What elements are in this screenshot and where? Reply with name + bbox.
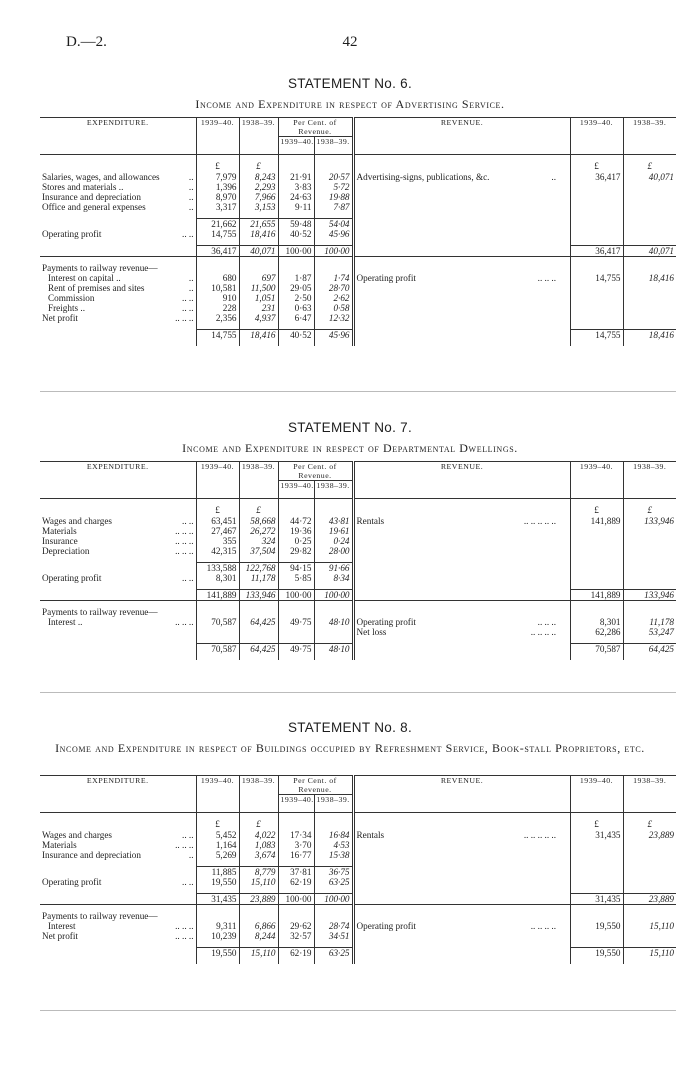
percent-1939: 49·75 [278,644,314,655]
revenue-total-1939: 36,417 [570,246,623,257]
revenue-label: Rentals .. .. .. .. .. [353,516,558,526]
revenue-1939: 36,417 [570,172,623,182]
percent-1938: 28·00 [314,546,353,556]
expenditure-row [40,931,676,941]
pound-sign: £ [196,819,239,830]
statement-title: STATEMENT No. 7. [287,420,413,435]
revenue-1938: 40,071 [623,172,676,182]
statement-8 [0,720,700,755]
expenditure-row [40,172,676,182]
revenue-1939: 141,889 [570,516,623,526]
total-row [40,246,676,257]
expenditure-header: EXPENDITURE. [40,118,196,155]
pound-sign: £ [623,505,676,516]
payments-label: Payments to railway revenue— [42,263,158,273]
percent-1939: 62·19 [278,877,314,887]
percent-1939: 44·72 [278,516,314,526]
percent-1939: 3·70 [278,840,314,850]
amount-1939: 21,662 [196,219,239,230]
col-1939: 1939–40. [196,776,239,813]
revenue-total-1938: 64,425 [623,644,676,655]
row-label: Wages and charges .. .. [42,830,194,840]
revenue-1939: 31,435 [570,830,623,840]
pound-sign: £ [239,161,278,172]
total-row [40,330,676,341]
amount-1938: 7,966 [239,192,278,202]
col-1938: 1938–39. [623,776,676,813]
percent-1939: 2·50 [278,293,314,303]
percent-1939: 94·15 [278,563,314,574]
revenue-1938: 53,247 [623,627,676,637]
amount-1939: 7,979 [196,172,239,182]
revenue-total-1939: 70,587 [570,644,623,655]
percent-1938: 48·10 [314,644,353,655]
amount-1939: 19,550 [196,948,239,959]
amount-1939: 14,755 [196,229,239,239]
amount-1938: 23,889 [239,894,278,905]
col-1938: 1938–39. [239,118,278,155]
amount-1939: 10,581 [196,283,239,293]
revenue-1938: 15,110 [623,921,676,931]
percent-1939: 16·77 [278,850,314,860]
expenditure-row [40,526,676,536]
expenditure-row [40,921,676,931]
percent-1938: 1·74 [314,273,353,283]
amount-1938: 64,425 [239,644,278,655]
amount-1939: 70,587 [196,617,239,627]
amount-1939: 680 [196,273,239,283]
percent-1939: 29·62 [278,921,314,931]
percent-1938: 43·81 [314,516,353,526]
amount-1938: 1,051 [239,293,278,303]
row-label: Materials .. .. .. [42,526,194,536]
revenue-total-1939: 19,550 [570,948,623,959]
amount-1939: 133,588 [196,563,239,574]
percent-1938: 45·96 [314,330,353,341]
revenue-1938: 18,416 [623,273,676,283]
percent-1939: 17·34 [278,830,314,840]
percent-header: Per Cent. of Revenue. [278,776,353,795]
row-label: Interest .. .. .. .. [48,617,194,627]
revenue-1939: 14,755 [570,273,623,283]
statement-table [40,461,676,660]
col-1939: 1939–40. [570,462,623,499]
payments-header-row [40,911,676,921]
amount-1938: 3,153 [239,202,278,212]
row-label: Interest on capital .. .. [48,273,194,283]
percent-1938: 19·88 [314,192,353,202]
total-row [40,644,676,655]
revenue-total-1939: 141,889 [570,590,623,601]
subtotal-row [40,867,676,878]
pound-sign: £ [239,505,278,516]
section-divider [40,391,676,392]
operating-profit-row [40,877,676,887]
section-divider [40,1010,676,1011]
amount-1938: 21,655 [239,219,278,230]
amount-1938: 8,244 [239,931,278,941]
row-label: Commission .. .. [48,293,194,303]
percent-1938: 63·25 [314,948,353,959]
row-label: Interest .. .. .. [48,921,194,931]
percent-1938: 8·34 [314,573,353,583]
percent-1938: 15·38 [314,850,353,860]
revenue-total-1938: 23,889 [623,894,676,905]
statement-table [40,775,676,964]
row-label: Net profit .. .. .. [42,313,194,323]
percent-1938: 0·24 [314,536,353,546]
amount-1939: 11,885 [196,867,239,878]
percent-1938: 36·75 [314,867,353,878]
amount-1939: 63,451 [196,516,239,526]
page-header [0,34,700,54]
percent-1939: 49·75 [278,617,314,627]
row-label: Salaries, wages, and allowances .. [42,172,194,182]
percent-1938: 12·32 [314,313,353,323]
amount-1939: 2,356 [196,313,239,323]
row-label: Wages and charges .. .. [42,516,194,526]
percent-1939: 9·11 [278,202,314,212]
pound-sign: £ [196,161,239,172]
amount-1938: 2,293 [239,182,278,192]
row-label: Rent of premises and sites .. [48,283,194,293]
revenue-header: REVENUE. [353,118,570,155]
statement-6 [0,76,700,111]
expenditure-row [40,182,676,192]
amount-1938: 18,416 [239,229,278,239]
percent-1939: 29·82 [278,546,314,556]
percent-1939: 100·00 [278,894,314,905]
expenditure-header: EXPENDITURE. [40,776,196,813]
pound-sign: £ [570,819,623,830]
pound-sign: £ [239,819,278,830]
percent-1938: 5·72 [314,182,353,192]
statement-table [40,117,676,346]
percent-1938: 16·84 [314,830,353,840]
pound-sign: £ [196,505,239,516]
revenue-label: Operating profit .. .. .. .. [353,921,558,931]
amount-1939: 5,269 [196,850,239,860]
expenditure-row [40,850,676,860]
amount-1938: 133,946 [239,590,278,601]
percent-1939: 100·00 [278,246,314,257]
col-1939: 1939–40. [278,481,314,499]
expenditure-row [40,303,676,313]
total-row [40,948,676,959]
col-1938: 1938–39. [623,118,676,155]
revenue-total-1938: 133,946 [623,590,676,601]
amount-1938: 15,110 [239,948,278,959]
revenue-label: Net loss .. .. .. .. [353,627,558,637]
percent-1939: 0·25 [278,536,314,546]
revenue-label: Advertising-signs, publications, &c. .. [353,172,558,182]
percent-1939: 3·83 [278,182,314,192]
percent-1938: 100·00 [314,590,353,601]
col-1939: 1939–40. [278,137,314,155]
percent-1938: 63·25 [314,877,353,887]
percent-1939: 24·63 [278,192,314,202]
amount-1939: 31,435 [196,894,239,905]
revenue-total-1939: 14,755 [570,330,623,341]
amount-1938: 324 [239,536,278,546]
col-1938: 1938–39. [623,462,676,499]
col-1938: 1938–39. [314,795,353,813]
percent-1938: 48·10 [314,617,353,627]
percent-1939: 32·57 [278,931,314,941]
percent-1938: 34·51 [314,931,353,941]
row-label: Insurance and depreciation .. [42,850,194,860]
amount-1939: 27,467 [196,526,239,536]
expenditure-row [40,536,676,546]
row-label: Depreciation .. .. .. [42,546,194,556]
pound-sign: £ [623,819,676,830]
subtotal-row [40,563,676,574]
amount-1939: 14,755 [196,330,239,341]
percent-1939: 29·05 [278,283,314,293]
revenue-total-1939: 31,435 [570,894,623,905]
expenditure-row [40,546,676,556]
statement-title: STATEMENT No. 8. [287,720,413,735]
amount-1938: 4,022 [239,830,278,840]
revenue-total-1938: 40,071 [623,246,676,257]
amount-1938: 8,779 [239,867,278,878]
percent-1939: 62·19 [278,948,314,959]
amount-1939: 70,587 [196,644,239,655]
percent-1938: 19·61 [314,526,353,536]
row-label: Operating profit .. .. [42,877,194,887]
expenditure-row [40,516,676,526]
percent-1939: 37·81 [278,867,314,878]
amount-1938: 8,243 [239,172,278,182]
statement-title: STATEMENT No. 6. [287,76,413,91]
revenue-total-1938: 18,416 [623,330,676,341]
percent-1939: 59·48 [278,219,314,230]
payments-header-row [40,607,676,617]
amount-1938: 37,504 [239,546,278,556]
revenue-label: Operating profit .. .. .. [353,273,558,283]
statement-subtitle: Income and Expenditure in respect of Departmental Dwellings. [182,441,518,455]
col-1939: 1939–40. [278,795,314,813]
page-number: 42 [342,34,358,50]
pound-sign: £ [623,161,676,172]
amount-1939: 42,315 [196,546,239,556]
amount-1939: 910 [196,293,239,303]
amount-1938: 58,668 [239,516,278,526]
row-label: Materials .. .. .. [42,840,194,850]
revenue-1938: 23,889 [623,830,676,840]
percent-1938: 20·57 [314,172,353,182]
percent-1939: 5·85 [278,573,314,583]
payments-header-row [40,263,676,273]
row-label: Office and general expenses .. [42,202,194,212]
amount-1938: 15,110 [239,877,278,887]
total-row [40,894,676,905]
amount-1939: 228 [196,303,239,313]
percent-1938: 7·87 [314,202,353,212]
percent-1939: 40·52 [278,330,314,341]
row-label: Stores and materials .. .. [42,182,194,192]
percent-1939: 1·87 [278,273,314,283]
amount-1938: 122,768 [239,563,278,574]
statement-subtitle: Income and Expenditure in respect of Advertising Service. [195,97,505,111]
percent-1939: 6·47 [278,313,314,323]
percent-1938: 91·66 [314,563,353,574]
amount-1939: 10,239 [196,931,239,941]
percent-1938: 28·70 [314,283,353,293]
amount-1939: 19,550 [196,877,239,887]
amount-1939: 8,301 [196,573,239,583]
col-1939: 1939–40. [196,118,239,155]
amount-1939: 36,417 [196,246,239,257]
percent-1938: 4·53 [314,840,353,850]
expenditure-header: EXPENDITURE. [40,462,196,499]
expenditure-row [40,202,676,212]
revenue-header: REVENUE. [353,776,570,813]
amount-1938: 11,178 [239,573,278,583]
percent-1938: 100·00 [314,246,353,257]
amount-1939: 1,396 [196,182,239,192]
amount-1938: 64,425 [239,617,278,627]
row-label: Operating profit .. .. [42,573,194,583]
col-1938: 1938–39. [239,462,278,499]
row-label: Operating profit .. .. [42,229,194,239]
percent-1939: 19·36 [278,526,314,536]
revenue-header: REVENUE. [353,462,570,499]
pound-sign: £ [570,161,623,172]
col-1939: 1939–40. [570,118,623,155]
amount-1938: 3,674 [239,850,278,860]
expenditure-row [40,293,676,303]
row-label: Freights .. .. .. [48,303,194,313]
percent-1939: 21·91 [278,172,314,182]
expenditure-row [40,830,676,840]
total-row [40,590,676,601]
amount-1938: 26,272 [239,526,278,536]
col-1938: 1938–39. [239,776,278,813]
expenditure-row [40,840,676,850]
revenue-1939: 19,550 [570,921,623,931]
percent-header: Per Cent. of Revenue. [278,118,353,137]
row-label: Insurance and depreciation .. [42,192,194,202]
amount-1939: 3,317 [196,202,239,212]
percent-1939: 100·00 [278,590,314,601]
operating-profit-row [40,229,676,239]
expenditure-row [40,617,676,627]
col-1938: 1938–39. [314,137,353,155]
revenue-label: Operating profit .. .. .. [353,617,558,627]
payments-label: Payments to railway revenue— [42,607,158,617]
amount-1939: 1,164 [196,840,239,850]
col-1938: 1938–39. [314,481,353,499]
amount-1938: 6,866 [239,921,278,931]
expenditure-row [40,192,676,202]
percent-1939: 0·63 [278,303,314,313]
percent-1938: 45·96 [314,229,353,239]
amount-1938: 1,083 [239,840,278,850]
amount-1938: 4,937 [239,313,278,323]
amount-1939: 141,889 [196,590,239,601]
revenue-1939: 8,301 [570,617,623,627]
page-ref: D.—2. [66,34,107,50]
percent-1939: 40·52 [278,229,314,239]
expenditure-row [40,273,676,283]
revenue-1938: 11,178 [623,617,676,627]
percent-1938: 2·62 [314,293,353,303]
amount-1939: 5,452 [196,830,239,840]
subtotal-row [40,219,676,230]
amount-1938: 18,416 [239,330,278,341]
amount-1939: 9,311 [196,921,239,931]
amount-1938: 11,500 [239,283,278,293]
amount-1939: 8,970 [196,192,239,202]
row-label: Insurance .. .. .. [42,536,194,546]
col-1939: 1939–40. [570,776,623,813]
expenditure-row [40,313,676,323]
revenue-total-1938: 15,110 [623,948,676,959]
expenditure-row [40,627,676,637]
amount-1939: 355 [196,536,239,546]
revenue-1939: 62,286 [570,627,623,637]
revenue-label: Rentals .. .. .. .. .. [353,830,558,840]
operating-profit-row [40,573,676,583]
pound-sign: £ [570,505,623,516]
amount-1938: 40,071 [239,246,278,257]
expenditure-row [40,283,676,293]
amount-1938: 231 [239,303,278,313]
statement-subtitle: Income and Expenditure in respect of Buildings occupied by Refreshment Service, Book-stall Proprietors, etc. [55,741,645,755]
percent-header: Per Cent. of Revenue. [278,462,353,481]
payments-label: Payments to railway revenue— [42,911,158,921]
section-divider [40,692,676,693]
percent-1938: 28·74 [314,921,353,931]
col-1939: 1939–40. [196,462,239,499]
revenue-1938: 133,946 [623,516,676,526]
amount-1938: 697 [239,273,278,283]
percent-1938: 0·58 [314,303,353,313]
row-label: Net profit .. .. .. [42,931,194,941]
percent-1938: 100·00 [314,894,353,905]
percent-1938: 54·04 [314,219,353,230]
statement-7 [0,420,700,455]
